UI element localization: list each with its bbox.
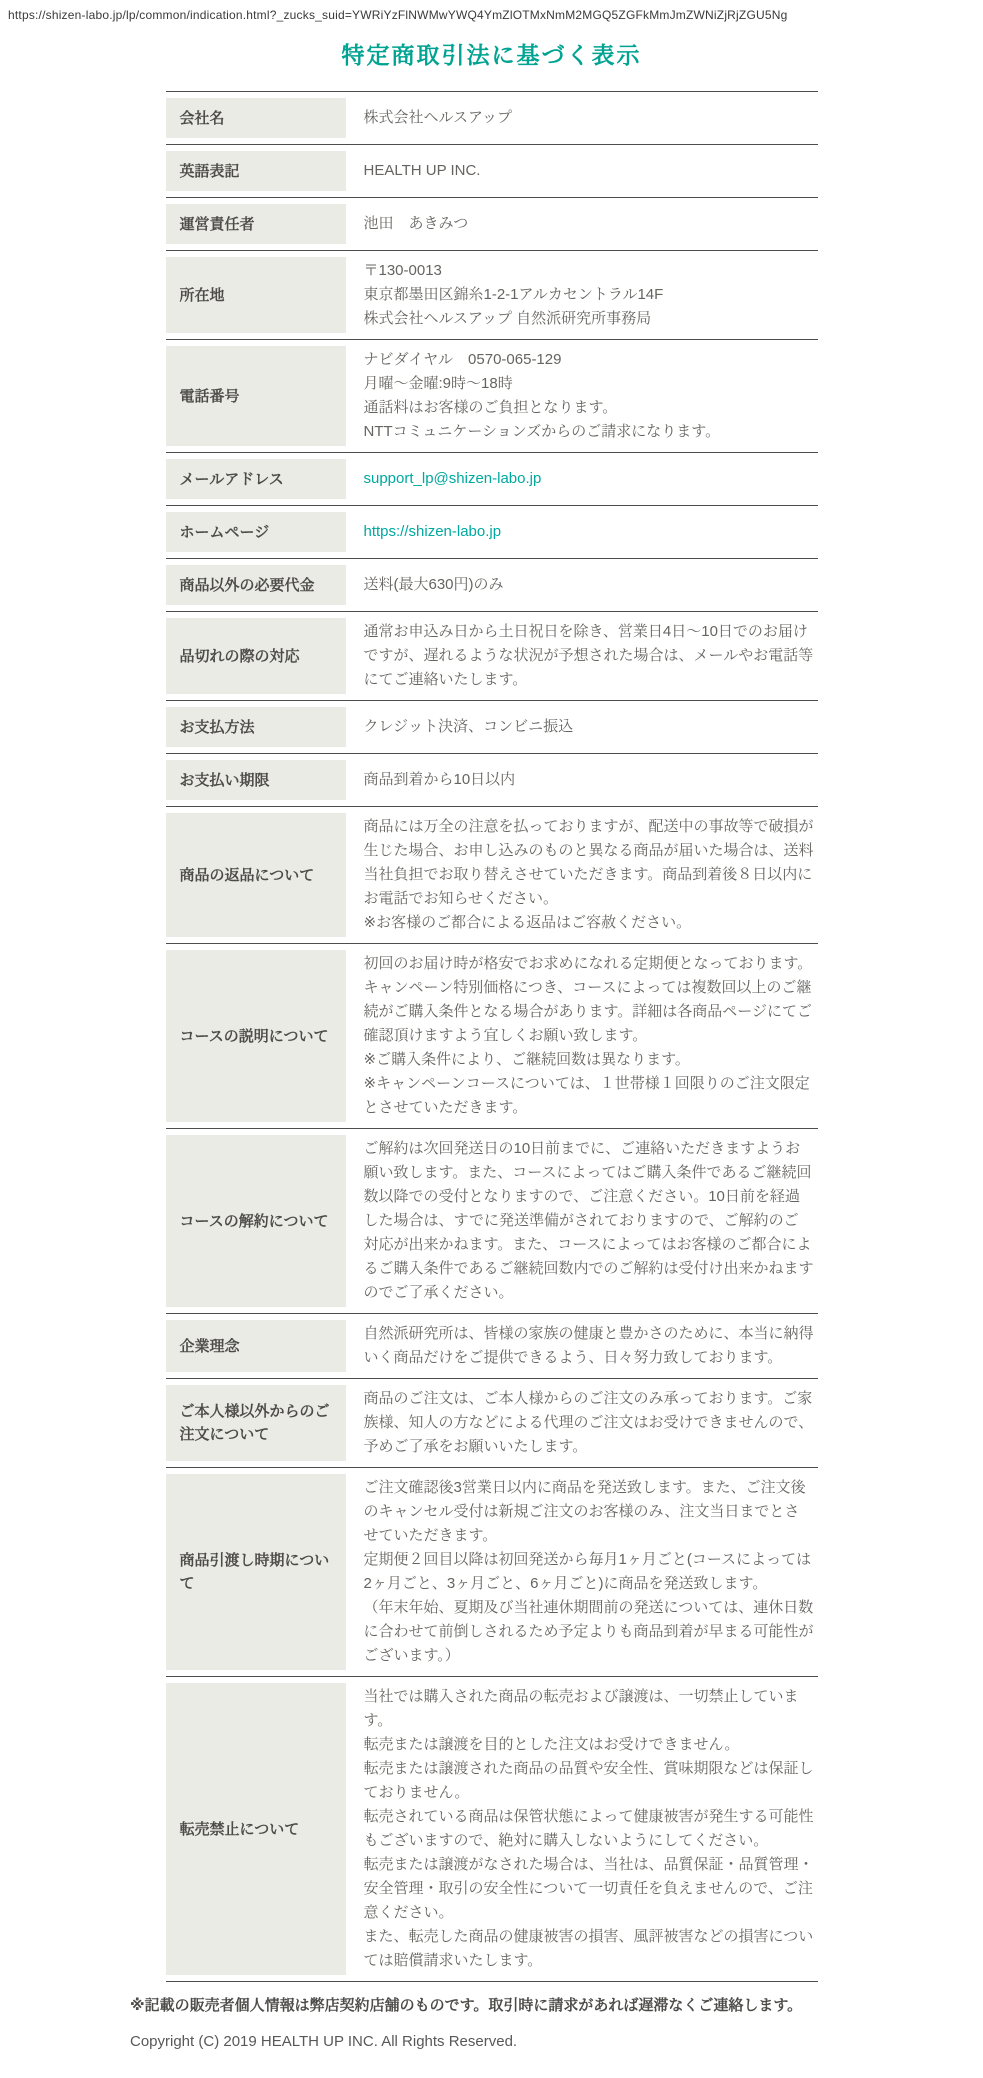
row-value-delivery-timing xyxy=(346,1474,818,1670)
row-value-company-name xyxy=(346,98,818,138)
row-label-text: 品切れの際の対応 xyxy=(179,647,300,665)
table-row-resale-prohibition xyxy=(166,1676,818,1981)
value-line: NTTコミュニケーションズからのご請求になります。 xyxy=(363,423,721,440)
copyright: Copyright (C) 2019 HEALTH UP INC. All Rights Reserved. xyxy=(130,2033,518,2050)
row-value-payment-method xyxy=(346,707,818,747)
row-label-course-description xyxy=(166,950,346,1122)
table-row-payment-deadline xyxy=(166,753,818,806)
row-label-text: ご本人様以外からのご注文について xyxy=(179,1403,330,1443)
row-label-resale-prohibition xyxy=(166,1683,346,1975)
value-line: 転売または譲渡を目的とした注文はお受けできません。 xyxy=(363,1736,740,1753)
value-line: ※キャンペーンコースについては、１世帯様１回限りのご注文限定とさせていただきます。 xyxy=(363,1075,810,1116)
indication-table xyxy=(166,91,818,1982)
row-label-text: ホームページ xyxy=(179,523,270,541)
row-label-text: 商品以外の必要代金 xyxy=(179,576,315,594)
value-line: 当社では購入された商品の転売および譲渡は、一切禁止しています。 xyxy=(363,1688,799,1729)
row-label-text: 転売禁止について xyxy=(179,1820,300,1838)
row-label-email xyxy=(166,459,346,499)
row-label-text: 商品の返品について xyxy=(179,866,315,884)
row-label-returns xyxy=(166,813,346,937)
table-row-course-cancellation xyxy=(166,1128,818,1313)
homepage-link[interactable]: https://shizen-labo.jp xyxy=(363,523,502,540)
value-line: 商品には万全の注意を払っておりますが、配送中の事故等で破損が生じた場合、お申し込みのものと異なる商品が届いた場合は、送料当社負担でお取り替えさせていただきます。商品到着後８日以内にお電話でお知らせください。 xyxy=(363,818,814,907)
row-label-extra-fees xyxy=(166,565,346,605)
row-label-text: 商品引渡し時期について xyxy=(179,1552,330,1592)
row-label-homepage xyxy=(166,512,346,552)
row-value-course-cancellation xyxy=(346,1135,818,1307)
row-value-email xyxy=(346,459,818,499)
table-row-corporate-philosophy xyxy=(166,1313,818,1378)
value-line: HEALTH UP INC. xyxy=(363,162,481,179)
value-line: 月曜～金曜:9時～18時 xyxy=(363,375,513,392)
row-label-third-party-orders xyxy=(166,1385,346,1461)
value-line: 池田 あきみつ xyxy=(363,215,469,232)
row-label-text: 所在地 xyxy=(179,286,225,304)
row-label-text: 英語表記 xyxy=(179,162,240,180)
row-value-extra-fees xyxy=(346,565,818,605)
table-row-third-party-orders xyxy=(166,1378,818,1467)
row-value-manager xyxy=(346,204,818,244)
row-label-address xyxy=(166,257,346,333)
page-title: 特定商取引法に基づく表示 xyxy=(341,42,642,68)
table-row-company-name xyxy=(166,91,818,144)
row-label-manager xyxy=(166,204,346,244)
value-line: ご注文確認後3営業日以内に商品を発送致します。また、ご注文後のキャンセル受付は新規ご注文のお客様のみ、注文当日までとさせていただきます。 xyxy=(363,1479,806,1544)
row-label-phone xyxy=(166,346,346,446)
row-value-english-name xyxy=(346,151,818,191)
row-label-course-cancellation xyxy=(166,1135,346,1307)
row-label-corporate-philosophy xyxy=(166,1320,346,1372)
value-line: 〒130-0013 xyxy=(363,262,442,279)
row-label-text: 電話番号 xyxy=(179,387,240,405)
value-line: 商品到着から10日以内 xyxy=(363,771,516,788)
row-value-out-of-stock xyxy=(346,618,818,694)
footer-note: ※記載の販売者個人情報は弊店契約店舗のものです。取引時に請求があれば遅滞なくご連絡します。 xyxy=(130,1997,803,2014)
row-value-homepage xyxy=(346,512,818,552)
row-label-text: お支払い期限 xyxy=(179,771,270,789)
table-row-homepage xyxy=(166,505,818,558)
table-row-returns xyxy=(166,806,818,943)
value-line: ナビダイヤル 0570-065-129 xyxy=(363,351,562,368)
row-value-phone xyxy=(346,346,818,446)
value-line: 株式会社ヘルスアップ xyxy=(363,109,513,126)
value-line: 株式会社ヘルスアップ 自然派研究所事務局 xyxy=(363,310,652,327)
row-label-payment-deadline xyxy=(166,760,346,800)
table-row-address xyxy=(166,250,818,339)
value-line: 転売または譲渡された商品の品質や安全性、賞味期限などは保証しておりません。 xyxy=(363,1760,814,1801)
value-line: 東京都墨田区錦糸1-2-1アルカセントラル14F xyxy=(363,286,664,303)
table-row-manager xyxy=(166,197,818,250)
row-value-payment-deadline xyxy=(346,760,818,800)
value-line: （年末年始、夏期及び当社連休期間前の発送については、連休日数に合わせて前倒しされるため予定よりも商品到着が早まる可能性がございます。） xyxy=(363,1599,814,1664)
value-line: ※お客様のご都合による返品はご容赦ください。 xyxy=(363,914,692,931)
row-label-payment-method xyxy=(166,707,346,747)
value-line: 送料(最大630円)のみ xyxy=(363,576,504,593)
table-row-extra-fees xyxy=(166,558,818,611)
table-row-payment-method xyxy=(166,700,818,753)
table-row-delivery-timing xyxy=(166,1467,818,1676)
row-label-english-name xyxy=(166,151,346,191)
row-value-corporate-philosophy xyxy=(346,1320,818,1372)
value-line: ご解約は次回発送日の10日前までに、ご連絡いただきますようお願い致します。また、コースによってはご購入条件であるご継続回数以降での受付となりますので、ご注意ください。10日前を経過した場合は、すでに発送準備がされておりますので、ご解約のご対応が出来かねます。また、コースによってはお客様のご都合によるご購入条件であるご継続回数内でのご解約は受付け出来かねますのでご了承ください。 xyxy=(363,1140,814,1301)
table-row-course-description xyxy=(166,943,818,1128)
page-url: https://shizen-labo.jp/lp/common/indication.html?_zucks_suid=YWRiYzFlNWMwYWQ4YmZlOTMxNmM2MGQ5ZGFkMmJmZWNiZjRjZGU5Ng xyxy=(8,8,788,22)
row-value-resale-prohibition xyxy=(346,1683,818,1975)
value-line: 定期便２回目以降は初回発送から毎月1ヶ月ごと(コースによっては2ヶ月ごと、3ヶ月ごと、6ヶ月ごと)に商品を発送致します。 xyxy=(363,1551,812,1592)
value-line: 通常お申込み日から土日祝日を除き、営業日4日～10日でのお届けですが、遅れるような状況が予想された場合は、メールやお電話等にてご連絡いたします。 xyxy=(363,623,814,688)
value-line: 転売されている商品は保管状態によって健康被害が発生する可能性もございますので、絶対に購入しないようにしてください。 xyxy=(363,1808,814,1849)
value-line: キャンペーン特別価格につき、コースによっては複数回以上のご継続がご購入条件となる場合があります。詳細は各商品ページにてご確認頂けますよう宜しくお願い致します。 xyxy=(363,979,813,1044)
page-body xyxy=(130,91,853,2050)
row-label-text: メールアドレス xyxy=(179,470,284,488)
table-row-email xyxy=(166,452,818,505)
row-label-text: コースの解約について xyxy=(179,1212,329,1230)
row-value-address xyxy=(346,257,818,333)
row-label-text: 会社名 xyxy=(179,109,225,127)
value-line: クレジット決済、コンビニ振込 xyxy=(363,718,574,735)
table-row-phone xyxy=(166,339,818,452)
value-line: 初回のお届け時が格安でお求めになれる定期便となっております。 xyxy=(363,955,813,972)
row-label-text: コースの説明について xyxy=(179,1027,329,1045)
row-label-text: お支払方法 xyxy=(179,718,255,736)
row-value-course-description xyxy=(346,950,818,1122)
row-label-text: 運営責任者 xyxy=(179,215,255,233)
email-link[interactable]: support_lp@shizen-labo.jp xyxy=(363,470,542,487)
table-row-english-name xyxy=(166,144,818,197)
row-label-delivery-timing xyxy=(166,1474,346,1670)
table-row-out-of-stock xyxy=(166,611,818,700)
row-label-out-of-stock xyxy=(166,618,346,694)
row-label-company-name xyxy=(166,98,346,138)
row-value-third-party-orders xyxy=(346,1385,818,1461)
value-line: 通話料はお客様のご負担となります。 xyxy=(363,399,618,416)
value-line: ※ご購入条件により、ご継続回数は異なります。 xyxy=(363,1051,690,1068)
value-line: 転売または譲渡がなされた場合は、当社は、品質保証・品質管理・安全管理・取引の安全性について一切責任を負えませんので、ご注意ください。 xyxy=(363,1856,814,1921)
value-line: 自然派研究所は、皆様の家族の健康と豊かさのために、本当に納得いく商品だけをご提供できるよう、日々努力致しております。 xyxy=(363,1325,814,1366)
value-line: 商品のご注文は、ご本人様からのご注文のみ承っております。ご家族様、知人の方などによる代理のご注文はお受けできませんので、予めご了承をお願いいたします。 xyxy=(363,1390,814,1455)
value-line: また、転売した商品の健康被害の損害、風評被害などの損害については賠償請求いたします。 xyxy=(363,1928,814,1969)
row-label-text: 企業理念 xyxy=(179,1337,240,1355)
row-value-returns xyxy=(346,813,818,937)
